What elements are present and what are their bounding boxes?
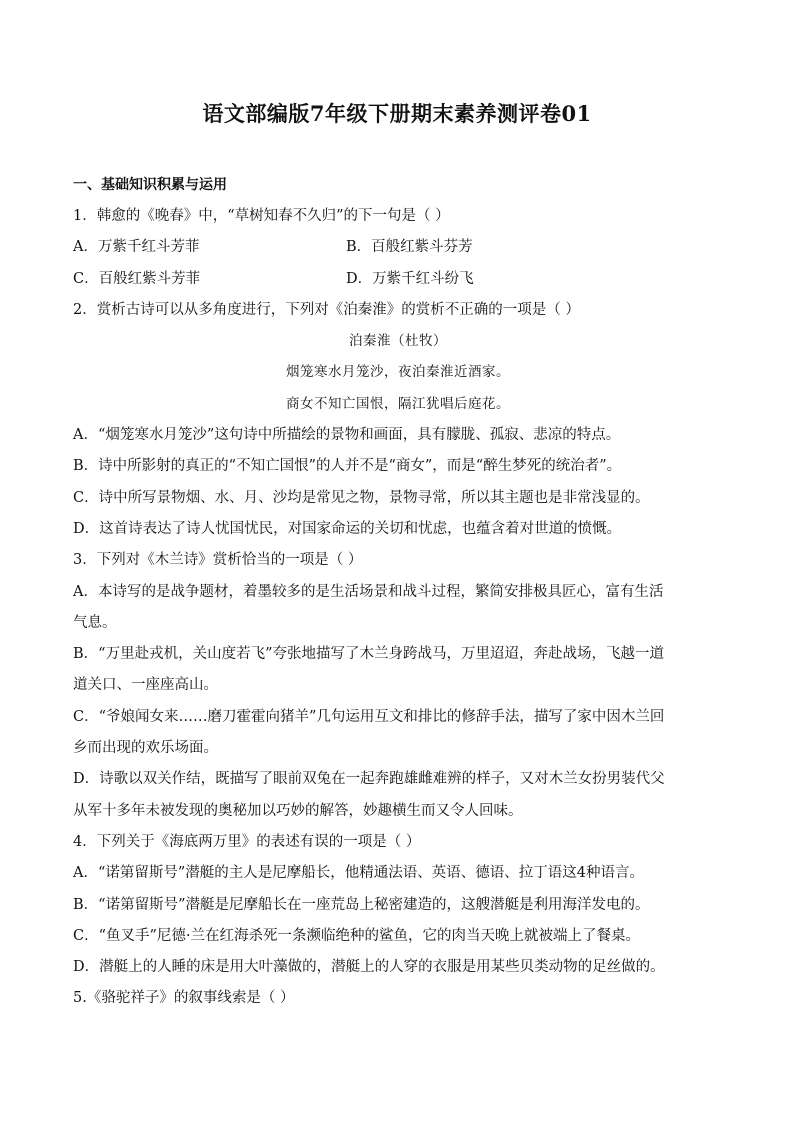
- section-heading: 一、基础知识积累与运用: [73, 177, 227, 193]
- question-1-option-b: B．百般红紫斗芬芳: [346, 239, 473, 256]
- question-3-option-a-line-1: A．本诗写的是战争题材，着墨较多的是生活场景和战斗过程，繁简安排极具匠心，富有生活: [73, 583, 664, 600]
- question-5-stem: 5.《骆驼祥子》的叙事线索是（ ）: [73, 990, 295, 1007]
- questions-body: [73, 201, 723, 1015]
- page-title: 语文部编版7年级下册期末素养测评卷01: [202, 101, 592, 126]
- question-3-option-c-line-1: C．“爷娘闻女来……磨刀霍霍向猪羊”几句运用互文和排比的修辞手法，描写了家中因木兰回: [73, 708, 665, 725]
- question-3-option-b-line-1: B．“万里赴戎机，关山度若飞”夸张地描写了木兰身跨战马，万里迢迢，奔赴战场，飞越一道: [73, 646, 664, 663]
- question-1-stem: 1．韩愈的《晚春》中，“草树知春不久归”的下一句是（ ）: [73, 208, 450, 224]
- question-1-options-row-1: [73, 232, 723, 263]
- question-1-options-row-2: [73, 264, 723, 295]
- question-3-option-d-line-1: D．诗歌以双关作结，既描写了眼前双兔在一起奔跑雄雌难辨的样子，又对木兰女扮男装代父: [73, 771, 665, 788]
- question-4-option-a: A．“诺第留斯号”潜艇的主人是尼摩船长，他精通法语、英语、德语、拉丁语这4种语言。: [73, 865, 645, 882]
- question-2-option-c: C．诗中所写景物烟、水、月、沙均是常见之物，景物寻常，所以其主题也是非常浅显的。: [73, 489, 650, 506]
- question-4-option-c: C．“鱼叉手”尼德·兰在红海杀死一条濒临绝种的鲨鱼，它的肉当天晚上就被端上了餐桌。: [73, 927, 641, 944]
- question-3-option-a-line-2: 气息。: [73, 614, 117, 631]
- question-1-option-d: D．万紫千红斗纷飞: [346, 270, 474, 287]
- question-3-option-b-line-2: 道关口、一座座高山。: [73, 677, 218, 694]
- question-2-option-a: A．“烟笼寒水月笼沙”这句诗中所描绘的景物和画面，具有朦胧、孤寂、悲凉的特点。: [73, 427, 621, 444]
- poem-title: 泊秦淮（杜牧）: [349, 333, 447, 350]
- question-2-option-b: B．诗中所影射的真正的“不知亡国恨”的人并不是“商女”，而是“醉生梦死的统治者”。: [73, 458, 622, 475]
- question-2-option-d: D．这首诗表达了诗人忧国忧民，对国家命运的关切和忧虑，也蕴含着对世道的愤慨。: [73, 520, 622, 537]
- question-3-option-c-line-2: 乡而出现的欢乐场面。: [73, 740, 218, 757]
- question-1-option-c: C．百般红紫斗芳菲: [73, 270, 201, 287]
- question-3-stem: 3．下列对《木兰诗》赏析恰当的一项是（ ）: [73, 552, 363, 569]
- poem-line-1: 烟笼寒水月笼沙，夜泊秦淮近酒家。: [286, 364, 510, 381]
- question-4-option-d: D．潜艇上的人睡的床是用大叶藻做的，潜艇上的人穿的衣服是用某些贝类动物的足丝做的。: [73, 959, 665, 976]
- question-1-option-a: A．万紫千红斗芳菲: [73, 239, 200, 256]
- poem-line-2: 商女不知亡国恨，隔江犹唱后庭花。: [286, 395, 510, 412]
- question-2-stem: 2．赏析古诗可以从多角度进行，下列对《泊秦淮》的赏析不正确的一项是（ ）: [73, 301, 580, 318]
- question-4-stem: 4．下列关于《海底两万里》的表述有误的一项是（ ）: [73, 833, 421, 850]
- question-4-option-b: B．“诺第留斯号”潜艇是尼摩船长在一座荒岛上秘密建造的，这艘潜艇是利用海洋发电的。: [73, 896, 650, 913]
- question-3-option-d-line-2: 从军十多年未被发现的奥秘加以巧妙的解答，妙趣横生而又令人回味。: [73, 802, 523, 819]
